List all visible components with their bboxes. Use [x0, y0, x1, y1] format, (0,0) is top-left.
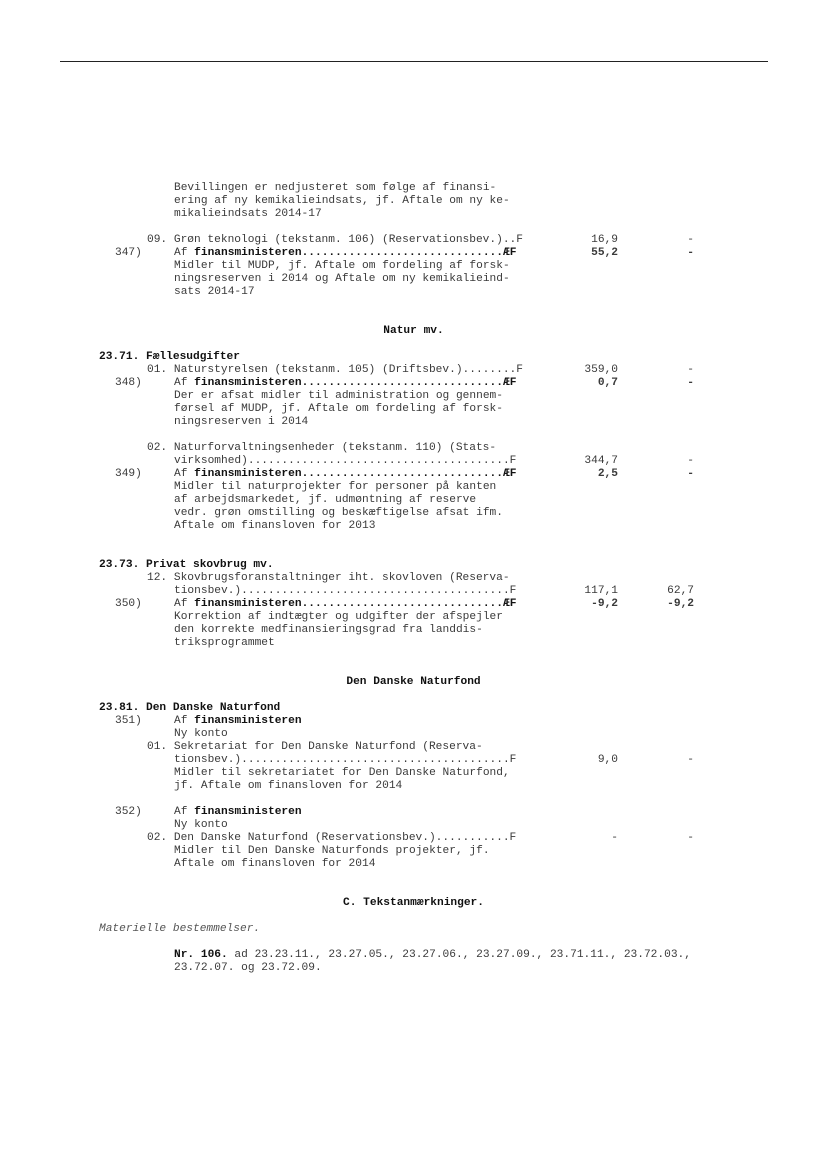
note-line: ningsreserven i 2014 [174, 416, 309, 428]
new-account-label: Ny konto [174, 819, 228, 831]
appropriation-line [174, 377, 516, 389]
af-prefix: Af [174, 806, 195, 818]
reference-number: 352) [115, 806, 142, 818]
account-item-02: 02. Naturforvaltningsenheder (tekstanm. 110) (Stats- [147, 442, 497, 454]
materielle-heading: Materielle bestemmelser. [99, 923, 261, 935]
account-item-01-cont: tionsbev.)........................................F [174, 754, 517, 766]
account-item-02-cont: virksomhed).......................................F [174, 455, 517, 467]
subsection-title: 23.81. Den Danske Naturfond [99, 702, 281, 714]
amount-col2: - [687, 247, 694, 259]
note-line: Midler til MUDP, jf. Aftale om fordeling af forsk- [174, 260, 510, 272]
account-item-02: 02. Den Danske Naturfond (Reservationsbev.)...........F [147, 832, 517, 844]
reference-number: 349) [115, 468, 142, 480]
af-prefix: Af [174, 377, 195, 389]
section-heading: Den Danske Naturfond [346, 676, 481, 688]
subsection-title: 23.73. Privat skovbrug mv. [99, 559, 274, 571]
account-item-01: 01. Naturstyrelsen (tekstanm. 105) (Driftsbev.)........F [147, 364, 523, 376]
note-line: ering af ny kemikalieindsats, jf. Aftale om ny ke- [174, 195, 510, 207]
note-line: triksprogrammet [174, 637, 275, 649]
ministry-name: finansministeren [194, 806, 302, 818]
amount-col1: - [611, 832, 618, 844]
note-line: den korrekte medfinansieringsgrad fra landdis- [174, 624, 483, 636]
note-line: sats 2014-17 [174, 286, 255, 298]
account-item-09: 09. Grøn teknologi (tekstanm. 106) (Reservationsbev.)..F [147, 234, 523, 246]
note-line: Midler til naturprojekter for personer på kanten [174, 481, 497, 493]
subsection-title: 23.71. Fællesudgifter [99, 351, 240, 363]
amount-col2: - [687, 234, 694, 246]
amount-col1: 2,5 [597, 468, 618, 480]
note-line: Midler til Den Danske Naturfonds projekter, jf. [174, 845, 490, 857]
note-line: Der er afsat midler til administration og gennem- [174, 390, 503, 402]
ministry-name: finansministeren [194, 715, 302, 727]
reference-number: 347) [115, 247, 142, 259]
af-prefix: Af [174, 247, 195, 259]
ministry-name: finansministeren [194, 468, 302, 480]
amount-col2: - [687, 364, 694, 376]
amount-col2: -9,2 [667, 598, 694, 610]
amount-col1: 16,9 [591, 234, 618, 246]
code-label: ÆF [503, 598, 517, 610]
amount-col1: 55,2 [591, 247, 618, 259]
section-heading: C. Tekstanmærkninger. [343, 897, 484, 909]
amount-col2: - [687, 377, 694, 389]
note-line: ningsreserven i 2014 og Aftale om ny kemikalieind- [174, 273, 510, 285]
amount-col2: - [687, 455, 694, 467]
section-heading: Natur mv. [383, 325, 444, 337]
appropriation-line [174, 598, 516, 610]
amount-col2: - [687, 468, 694, 480]
leader-dots: .............................. [301, 468, 503, 480]
amount-col1: 359,0 [584, 364, 618, 376]
ministry-name: finansministeren [194, 377, 302, 389]
note-line: Aftale om finansloven for 2014 [174, 858, 376, 870]
amount-col1: 344,7 [584, 455, 618, 467]
af-prefix: Af [174, 468, 195, 480]
code-label: ÆF [503, 247, 517, 259]
leader-dots: .............................. [301, 598, 503, 610]
note-line: af arbejdsmarkedet, jf. udmøntning af reserve [174, 494, 477, 506]
reference-number: 350) [115, 598, 142, 610]
code-label: ÆF [503, 377, 517, 389]
amount-col2: - [687, 754, 694, 766]
note-line: førsel af MUDP, jf. Aftale om fordeling af forsk- [174, 403, 503, 415]
new-account-label: Ny konto [174, 728, 228, 740]
amount-col1: 9,0 [597, 754, 618, 766]
note-line: jf. Aftale om finansloven for 2014 [174, 780, 403, 792]
note-line: Aftale om finansloven for 2013 [174, 520, 376, 532]
ministry-name: finansministeren [194, 247, 302, 259]
reference-number: 351) [115, 715, 142, 727]
account-item-12-cont: tionsbev.)........................................F [174, 585, 517, 597]
leader-dots: .............................. [301, 247, 503, 259]
header-rule [60, 61, 768, 62]
note-line: Midler til sekretariatet for Den Danske Naturfond, [174, 767, 510, 779]
amount-col1: 0,7 [597, 377, 618, 389]
amount-col2: 62,7 [667, 585, 694, 597]
note-number: Nr. 106. [174, 949, 228, 961]
appropriation-line [174, 247, 516, 259]
appropriation-line [174, 806, 302, 818]
amount-col1: 117,1 [584, 585, 618, 597]
note-line: Bevillingen er nedjusteret som følge af finansi- [174, 182, 497, 194]
appropriation-line [174, 715, 302, 727]
appropriation-line [174, 468, 516, 480]
note-line: mikalieindsats 2014-17 [174, 208, 322, 220]
af-prefix: Af [174, 715, 195, 727]
account-item-01: 01. Sekretariat for Den Danske Naturfond (Reserva- [147, 741, 483, 753]
ministry-name: finansministeren [194, 598, 302, 610]
af-prefix: Af [174, 598, 195, 610]
amount-col2: - [687, 832, 694, 844]
amount-col1: -9,2 [591, 598, 618, 610]
text-note-106-cont: 23.72.07. og 23.72.09. [174, 962, 322, 974]
leader-dots: .............................. [301, 377, 503, 389]
code-label: ÆF [503, 468, 517, 480]
note-line: Korrektion af indtægter og udgifter der afspejler [174, 611, 503, 623]
note-refs: ad 23.23.11., 23.27.05., 23.27.06., 23.27.09., 23.71.11., 23.72.03., [227, 949, 691, 961]
note-line: vedr. grøn omstilling og beskæftigelse afsat ifm. [174, 507, 503, 519]
text-note-106 [174, 949, 691, 961]
account-item-12: 12. Skovbrugsforanstaltninger iht. skovloven (Reserva- [147, 572, 510, 584]
reference-number: 348) [115, 377, 142, 389]
